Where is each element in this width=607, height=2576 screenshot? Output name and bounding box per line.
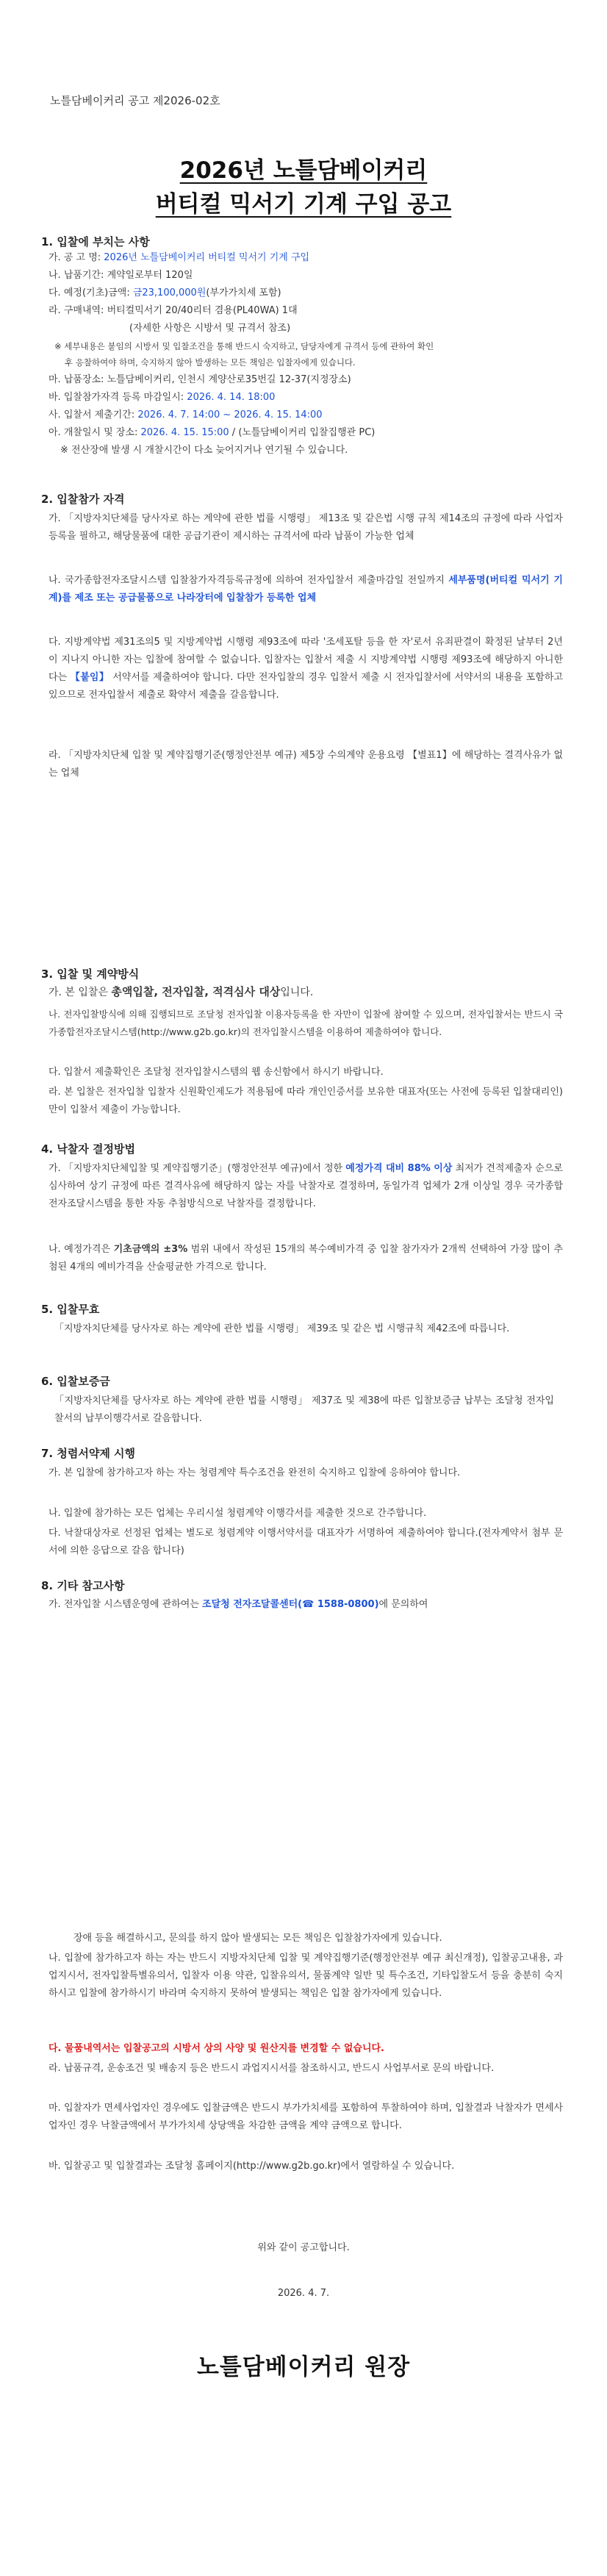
s7-item-ga: 가. 본 입찰에 참가하고자 하는 자는 청렴계약 특수조건을 완전히 숙지하고 입찰에 응하여야 합니다. — [49, 1467, 461, 1478]
section-6-heading: 6. 입찰보증금 — [41, 1375, 110, 1388]
s8-item-ga: 가. 전자입찰 시스템운영에 관하여는 조달청 전자조달콜센터(☎ 1588-0800)에 문의하여 — [49, 1599, 428, 1610]
s3-item-na: 나. 전자입찰방식에 의해 집행되므로 조달청 전자입찰 이용자등록을 한 자만이 입찰에 참여할 수 있으며, 전자입찰서는 반드시 국가종합전자조달시스템(http://www.g2b.go.kr)의 전자입찰시스템을 이용하여 제출하여야 합니다. — [49, 1009, 563, 1037]
notice-number: 노틀담베이커리 공고 제2026-02호 — [50, 94, 220, 107]
s8-item-da: 다. 물품내역서는 입찰공고의 시방서 상의 사양 및 원산지를 변경할 수 없습니다. — [49, 2043, 384, 2054]
title-line-1: 2026년 노틀담베이커리 — [179, 157, 428, 184]
s1-note-1: ※ 세부내용은 붙임의 시방서 및 입찰조건을 통해 반드시 숙지하고, 담당자에게 규격서 등에 관하여 확인 — [54, 341, 434, 351]
s2-item-ga: 가. 「지방자치단체를 당사자로 하는 계약에 관한 법률 시행령」 제13조 및 같은법 시행 규칙 제14조의 규정에 따라 사업자 등록을 필하고, 해당물품에 대한 공급기관이 제시하는 규격서에 따라 납품이 가능한 업체 — [49, 513, 563, 542]
s5-text: 「지방자치단체를 당사자로 하는 계약에 관한 법률 시행령」 제39조 및 같은 법 시행규칙 제42조에 따릅니다. — [54, 1323, 510, 1334]
s6-text: 「지방자치단체를 당사자로 하는 계약에 관한 법률 시행령」 제37조 및 제38에 따른 입찰보증금 납부는 조달청 전자입찰서의 납부이행각서로 갈음합니다. — [54, 1395, 554, 1424]
section-1-heading: 1. 입찰에 부치는 사항 — [41, 235, 150, 248]
s1-item-ra-detail: (자세한 사항은 시방서 및 규격서 참조) — [129, 323, 291, 334]
s3-item-da: 다. 입찰서 제출확인은 조달청 전자입찰시스템의 웹 송신함에서 하시기 바랍니다. — [49, 1067, 384, 1078]
s2-item-na: 나. 국가종합전자조달시스템 입찰참가자격등록규정에 의하여 전자입찰서 제출마감일 전일까지 세부품명(버티컬 믹서기 기계)를 제조 또는 공급물품으로 나라장터에 입찰참가 등록한 업체 — [49, 575, 563, 604]
s3-item-ra: 라. 본 입찰은 전자입찰 입찰자 신원확인제도가 적용됨에 따라 개인인증서를 보유한 대표자(또는 사전에 등록된 입찰대리인)만이 입찰서 제출이 가능합니다. — [49, 1087, 563, 1115]
section-5-heading: 5. 입찰무효 — [41, 1303, 100, 1316]
section-7-heading: 7. 청렴서약제 시행 — [41, 1447, 136, 1460]
closing-statement: 위와 같이 공고합니다. — [257, 2242, 350, 2253]
section-8-heading: 8. 기타 참고사항 — [41, 1579, 125, 1592]
s1-item-ba: 바. 입찰참가자격 등록 마감일시: 2026. 4. 14. 18:00 — [49, 392, 276, 403]
s8-item-ga-cont: 장애 등을 해결하시고, 문의를 하지 않아 발생되는 모든 책임은 입찰참가자에게 있습니다. — [73, 1933, 442, 1944]
section-4-heading: 4. 낙찰자 결정방법 — [41, 1142, 136, 1156]
s1-item-da: 다. 예정(기초)금액: 금23,100,000원(부가가치세 포함) — [49, 287, 281, 298]
s1-item-a: 아. 개찰일시 및 장소: 2026. 4. 15. 15:00 / (노틀담베이커리 입찰집행관 PC) — [49, 427, 376, 438]
section-2-heading: 2. 입찰참가 자격 — [41, 493, 125, 506]
s2-item-da: 다. 지방계약법 제31조의5 및 지방계약법 시행령 제93조에 따라 '조세포탈 등을 한 자'로서 유죄판결이 확정된 날부터 2년이 지나지 아니한 자는 입찰에 참여할 수 없습니다. 입찰자는 입찰서 제출 시 지방계약법 시행령 제93조에 해당하지 아니한다는 【붙임】 서약서를 제출하여야 합니다. 다만 전자입찰의 경우 입찰서 제출 시 전자입찰서에 서약서의 내용을 포함하고 있으므로 전자입찰서 제출로 확약서 제출을 갈음합니다. — [49, 637, 564, 701]
s4-item-na: 나. 예정가격은 기초금액의 ±3% 범위 내에서 작성된 15개의 복수예비가격 중 입찰 참가자가 2개씩 선택하여 가장 많이 추첨된 4개의 예비가격을 산술평균한 가격으로 합니다. — [49, 1244, 563, 1273]
s8-item-ba: 바. 입찰공고 및 입찰결과는 조달청 홈페이지(http://www.g2b.go.kr)에서 열람하실 수 있습니다. — [49, 2161, 455, 2172]
s4-item-ga: 가. 「지방자치단체입찰 및 계약집행기준」(행정안전부 예규)에서 정한 예정가격 대비 88% 이상 최저가 견적제출자 순으로 심사하여 상기 규정에 따른 결격사유에 해당하지 않는 자를 낙찰자로 결정하며, 동일가격 업체가 2개 이상일 경우 국가종합전자조달시스템을 통한 자동 추첨방식으로 낙찰자를 결정합니다. — [49, 1163, 563, 1209]
s8-item-ra: 라. 납품규격, 운송조건 및 배송지 등은 반드시 과업지시서를 참조하시고, 반드시 사업부서로 문의 바랍니다. — [49, 2063, 495, 2074]
s1-item-ga: 가. 공 고 명: 2026년 노틀담베이커리 버티컬 믹서기 기계 구입 — [49, 252, 310, 263]
notice-date: 2026. 4. 7. — [277, 2288, 330, 2299]
s3-item-ga: 가. 본 입찰은 총액입찰, 전자입찰, 적격심사 대상입니다. — [49, 985, 314, 998]
section-3-heading: 3. 입찰 및 계약방식 — [41, 967, 140, 981]
s7-item-da: 다. 낙찰대상자로 선정된 업체는 별도로 청렴계약 이행서약서를 대표자가 서명하여 제출하여야 합니다.(전자계약서 첨부 문서에 의한 응답으로 갈음 합니다) — [49, 1528, 563, 1556]
s1-note-1-cont: 후 응찰하여야 하며, 숙지하지 않아 발생하는 모든 책임은 입찰자에게 있습니다. — [65, 357, 356, 368]
s8-item-ma: 마. 입찰자가 면세사업자인 경우에도 입찰금액은 반드시 부가가치세를 포함하여 투찰하여야 하며, 입찰결과 낙찰자가 면세사업자인 경우 낙찰금액에서 부가가치세 상당액을 차감한 금액을 계약 금액으로 합니다. — [49, 2103, 563, 2131]
s7-item-na: 나. 입찰에 참가하는 모든 업체는 우리시설 청렴계약 이행각서를 제출한 것으로 간주합니다. — [49, 1508, 427, 1519]
s1-item-na: 나. 납품기간: 계약일로부터 120일 — [49, 270, 193, 281]
s1-item-sa: 사. 입찰서 제출기간: 2026. 4. 7. 14:00 ~ 2026. 4. 15. 14:00 — [49, 409, 323, 421]
s2-item-ra: 라. 「지방자치단체 입찰 및 계약집행기준(행정안전부 예규) 제5장 수의계약 운용요령 【별표1】에 해당하는 결격사유가 없는 업체 — [49, 750, 563, 779]
title-line-2: 버티컬 믹서기 기계 구입 공고 — [155, 191, 452, 218]
s1-item-ra: 라. 구매내역: 버티컬믹서기 20/40리터 겸용(PL40WA) 1대 — [49, 305, 298, 316]
s1-note-3: ※ 전산장애 발생 시 개찰시간이 다소 늦어지거나 연기될 수 있습니다. — [60, 445, 348, 456]
signature: 노틀담베이커리 원장 — [196, 2354, 411, 2380]
s8-item-na: 나. 입찰에 참가하고자 하는 자는 반드시 지방자치단체 입찰 및 계약집행기준(행정안전부 예규 최신개정), 입찰공고내용, 과업지시서, 전자입찰특별유의서, 입찰자 이용 약관, 입찰유의서, 물품계약 일반 및 특수조건, 기타입찰도서 등을 충분히 숙지하시고 입찰에 참가하시기 바라며 숙지하지 못하여 발생되는 책임은 입찰 참가자에게 있습니다. — [49, 1953, 563, 1999]
s1-item-ma: 마. 납품장소: 노틀담베이커리, 인천시 계양산로35번길 12-37(지정장소) — [49, 374, 351, 385]
